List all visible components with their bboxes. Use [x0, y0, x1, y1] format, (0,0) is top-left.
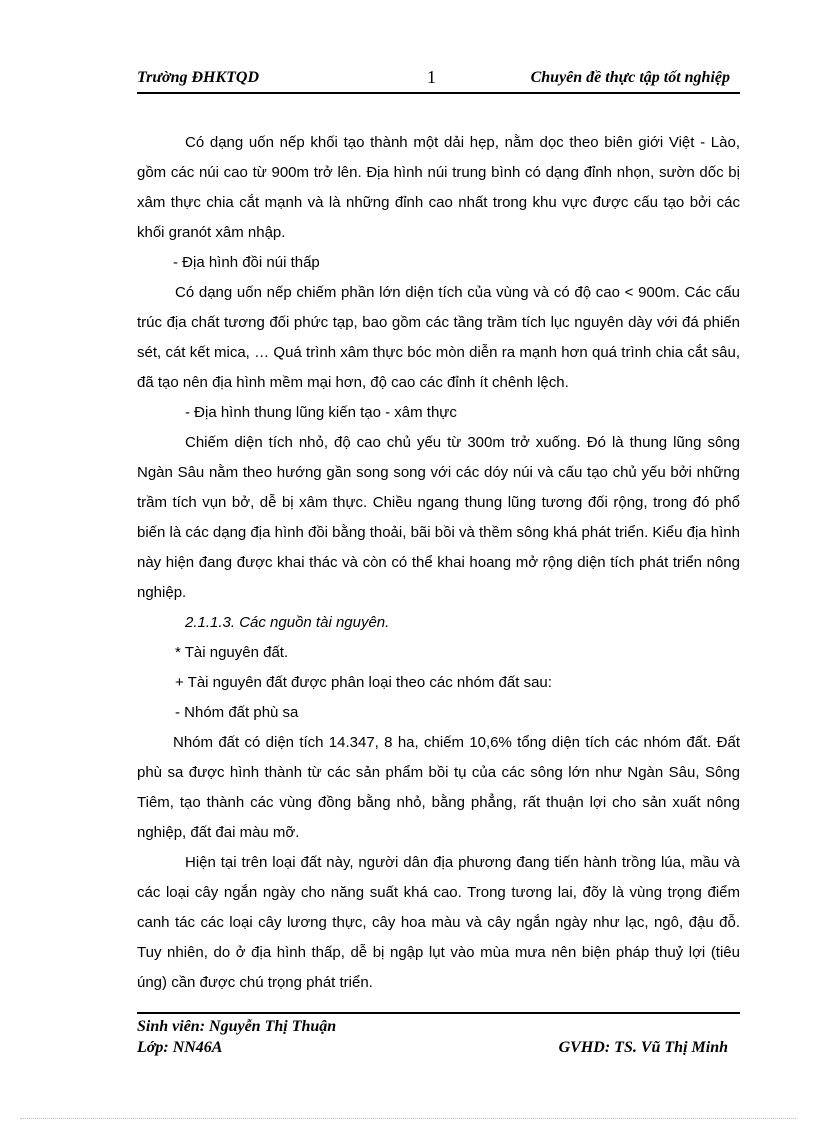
header-title: Chuyên đề thực tập tốt nghiệp [530, 69, 730, 86]
paragraph-current-use: Hiện tại trên loại đất này, người dân địa phương đang tiến hành trồng lúa, mầu và các loại cây ngắn ngày cho năng suất khá cao. Trong tương lai, đõy là vùng trọng điểm canh tác các loại cây lương thực, cây hoa màu và cây ngắn ngày như lạc, ngô, đậu đỗ. Tuy nhiên, do ở địa hình thấp, dễ bị ngập lụt vào mùa mưa nên biện pháp thuỷ lợi (tiêu úng) cần được chú trọng phát triển. [137, 854, 740, 991]
heading-alluvial-soil: - Nhóm đất phù sa [175, 704, 299, 721]
page-header [137, 66, 740, 94]
page-number: 1 [427, 67, 436, 87]
footer-student: Sinh viên: Nguyễn Thị Thuận [137, 1018, 337, 1035]
footer-class: Lớp: NN46A [137, 1039, 223, 1056]
heading-land-resources: * Tài nguyên đất. [175, 644, 289, 661]
paragraph-mountain-block: Có dạng uốn nếp khối tạo thành một dải hẹp, nằm dọc theo biên giới Việt - Lào, gồm các núi cao từ 900m trở lên. Địa hình núi trung bình có dạng đỉnh nhọn, sườn dốc bị xâm thực chia cắt mạnh và là những đỉnh cao nhất trong khu vực được cấu tạo bởi các khối granót xâm nhập. [137, 134, 740, 241]
page-footer [137, 1016, 740, 1058]
land-classification-line: + Tài nguyên đất được phân loại theo các nhóm đất sau: [175, 674, 552, 691]
header-school: Trường ĐHKTQD [137, 69, 260, 86]
page-bottom-edge [20, 1118, 796, 1119]
footer-supervisor: GVHD: TS. Vũ Thị Minh [558, 1039, 728, 1056]
paragraph-low-hills: Có dạng uốn nếp chiếm phần lớn diện tích của vùng và có độ cao < 900m. Các cấu trúc địa chất tương đối phức tạp, bao gồm các tầng trầm tích lục nguyên dày với đá phiến sét, cát kết mica, … Quá trình xâm thực bóc mòn diễn ra mạnh hơn quá trình chia cắt sâu, đã tạo nên địa hình mềm mại hơn, độ cao các đỉnh ít chênh lệch. [137, 284, 740, 391]
heading-valley: - Địa hình thung lũng kiến tạo - xâm thực [185, 404, 457, 421]
document-body [137, 128, 740, 998]
footer-divider [137, 1012, 740, 1014]
heading-low-hills: - Địa hình đồi núi thấp [173, 254, 320, 271]
paragraph-valley: Chiếm diện tích nhỏ, độ cao chủ yếu từ 300m trở xuống. Đó là thung lũng sông Ngàn Sâu nằm theo hướng gần song song với các dóy núi và cấu tạo chủ yếu bởi những trầm tích vụn bở, dễ bị xâm thực. Chiều ngang thung lũng tương đối rộng, trong đó phổ biến là các dạng địa hình đồi bằng thoải, bãi bồi và thềm sông khá phát triển. Kiểu địa hình này hiện đang được khai thác và còn có thể khai hoang mở rộng diện tích phát triển nông nghiệp. [137, 434, 740, 601]
paragraph-alluvial-soil: Nhóm đất có diện tích 14.347, 8 ha, chiếm 10,6% tổng diện tích các nhóm đất. Đất phù sa được hình thành từ các sản phẩm bồi tụ của các sông lớn như Ngàn Sâu, Sông Tiêm, tạo thành các vùng đồng bằng nhỏ, bằng phẳng, rất thuận lợi cho sản xuất nông nghiệp, đất đai màu mỡ. [137, 734, 740, 841]
section-heading-resources: 2.1.1.3. Các nguồn tài nguyên. [185, 614, 390, 631]
